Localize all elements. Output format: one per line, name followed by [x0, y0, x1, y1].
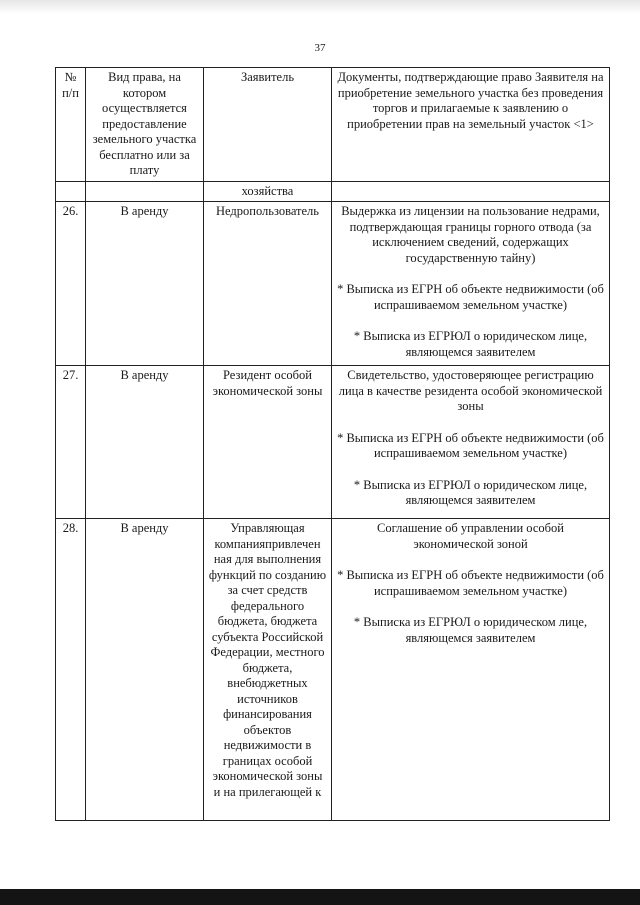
cell-documents [332, 181, 610, 202]
cell-right-type: В аренду [86, 519, 204, 821]
document-item: * Выписка из ЕГРЮЛ о юридическом лице, являющемся заявителем [353, 329, 588, 359]
header-applicant: Заявитель [204, 68, 332, 182]
document-item: * Выписка из ЕГРН об объекте недвижимости (об испрашиваемом земельном участке) [337, 430, 604, 460]
document-item: * Выписка из ЕГРН об объекте недвижимости (об испрашиваемом земельном участке) [337, 568, 604, 598]
document-item: * Выписка из ЕГРН об объекте недвижимости (об испрашиваемом земельном участке) [337, 282, 604, 312]
document-item: * Выписка из ЕГРЮЛ о юридическом лице, являющемся заявителем [353, 615, 588, 645]
cell-number [56, 181, 86, 202]
cell-number: 26. [56, 202, 86, 366]
page-number: 37 [314, 42, 326, 54]
cell-right-type: В аренду [86, 366, 204, 519]
document-item: * Выписка из ЕГРЮЛ о юридическом лице, являющемся заявителем [353, 477, 588, 507]
cell-documents [332, 202, 610, 366]
cell-applicant: хозяйства [204, 181, 332, 202]
header-documents: Документы, подтверждающие право Заявителя на приобретение земельного участка без проведения торгов и прилагаемые к заявлению о приобретении прав на земельный участок <1> [332, 68, 610, 182]
cell-right-type [86, 181, 204, 202]
table-row [56, 202, 610, 366]
cell-applicant: Недропользователь [204, 202, 332, 366]
header-right-type: Вид права, на котором осуществляется предоставление земельного участка бесплатно или за плату [86, 68, 204, 182]
document-item: Выдержка из лицензии на пользование недрами, подтверждающая границы горного отвода (за исключением сведений, содержащих государственную тайну) [341, 204, 600, 265]
table-row [56, 519, 610, 821]
cell-documents [332, 366, 610, 519]
cell-documents [332, 519, 610, 821]
cell-number: 27. [56, 366, 86, 519]
table-row [56, 366, 610, 519]
document-item: Свидетельство, удостоверяющее регистрацию лица в качестве резидента особой экономической зоны [338, 368, 603, 413]
scan-top-edge [0, 0, 640, 14]
cell-right-type: В аренду [86, 202, 204, 366]
table-header-row [56, 68, 610, 182]
header-number: № п/п [56, 68, 86, 182]
land-rights-table [55, 67, 610, 821]
cell-applicant: Резидент особой экономической зоны [204, 366, 332, 519]
scan-bottom-edge [0, 889, 640, 905]
document-item: Соглашение об управлении особой экономической зоной [377, 521, 564, 551]
cell-applicant: Управляющая компанияпривлечен ная для выполнения функций по созданию за счет средств федерального бюджета, бюджета субъекта Российской Федерации, местного бюджета, внебюджетных источников финансирования объектов недвижимости в границах особой экономической зоны и на прилегающей к [204, 519, 332, 821]
cell-number: 28. [56, 519, 86, 821]
table-row-continuation [56, 181, 610, 202]
